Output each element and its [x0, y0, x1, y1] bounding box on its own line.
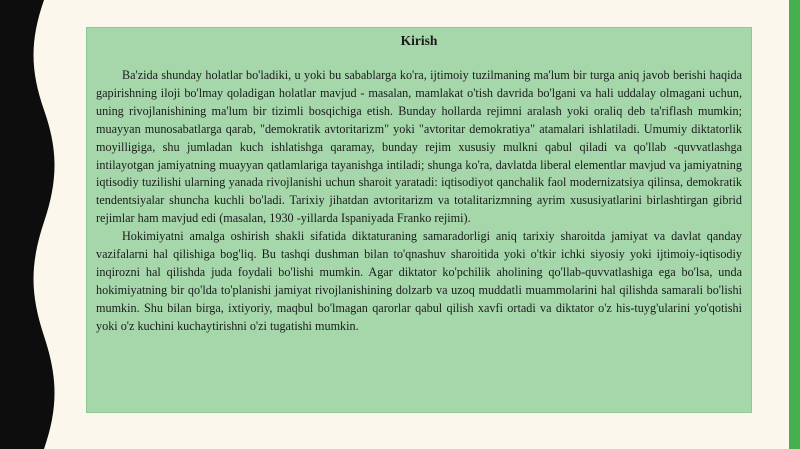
wavy-band-shape [0, 0, 55, 449]
paragraph-1: Ba'zida shunday holatlar bo'ladiki, u yoki bu sabablarga ko'ra, ijtimoiy tuzilmaning ma'lum bir turga aniq javob berishi haqida gapirishning iloji bo'lmay qoladigan holatlar mavjud - masalan, mamlakat o'tish davrida bo'lgani va hali uddalay olmagani uchun, uning rivojlanishining ma'lum bir tizimli bosqichiga etish. Bunday hollarda rejimni aralash yoki oraliq deb ta'riflash mumkin; muayyan munosabatlarga qarab, "demokratik avtoritarizm" yoki "avtoritar demokratiya" atamalari ishlatiladi. Umumiy diktatorlik moyilligiga, shu jumladan kuch ishlatishga qaramay, bunday rejim xususiy mulkni qabul qiladi va qo'llab -quvvatlashga intilayotgan jamiyatning muayyan qatlamlariga tayanishga intiladi; shunga ko'ra, davlatda liberal elementlar mavjud va jamiyatning iqtisodiy tuzilishi ularning yanada rivojlanishi uchun sharoit yaratadi: iqtisodiyot qanchalik faol modernizatsiya qilinsa, demokratik tendentsiyalar shuncha kuchli bo'ladi. Tarixiy jihatdan avtoritarizm va totalitarizmning ayrim xususiyatlarini birlashtirgan gibrid rejimlar ham mavjud edi (masalan, 1930 -yillarda Ispaniyada Franko rejimi). [96, 68, 742, 226]
slide-title: Kirish [400, 33, 438, 48]
right-accent-stripe [789, 0, 800, 449]
content-box [86, 27, 752, 413]
left-wavy-band [0, 0, 62, 449]
paragraph-2: Hokimiyatni amalga oshirish shakli sifatida diktaturaning samaradorligi aniq tarixiy sharoitda jamiyat va davlat qanday vazifalarni hal qilishiga bog'liq. Bu tashqi dushman bilan to'qnashuv sharoitida yoki o'tkir ichki siyosiy yoki ijtimoiy-iqtisodiy inqirozni hal qilishda juda foydali bo'lishi mumkin. Agar diktator ko'pchilik aholining qo'llab-quvvatlashiga ega bo'lsa, unda hokimiyatning bir qo'lda to'planishi jamiyat rivojlanishining dolzarb va uzoq muddatli muammolarini hal qilishda samarali bo'lishi mumkin. Shu bilan birga, ixtiyoriy, maqbul bo'lmagan qarorlar qabul qilish xavfi ortadi va diktator o'z his-tuyg'ularini yo'qotishi yoki o'z kuchini kuchaytirishni o'zi tugatishi mumkin. [96, 229, 742, 333]
